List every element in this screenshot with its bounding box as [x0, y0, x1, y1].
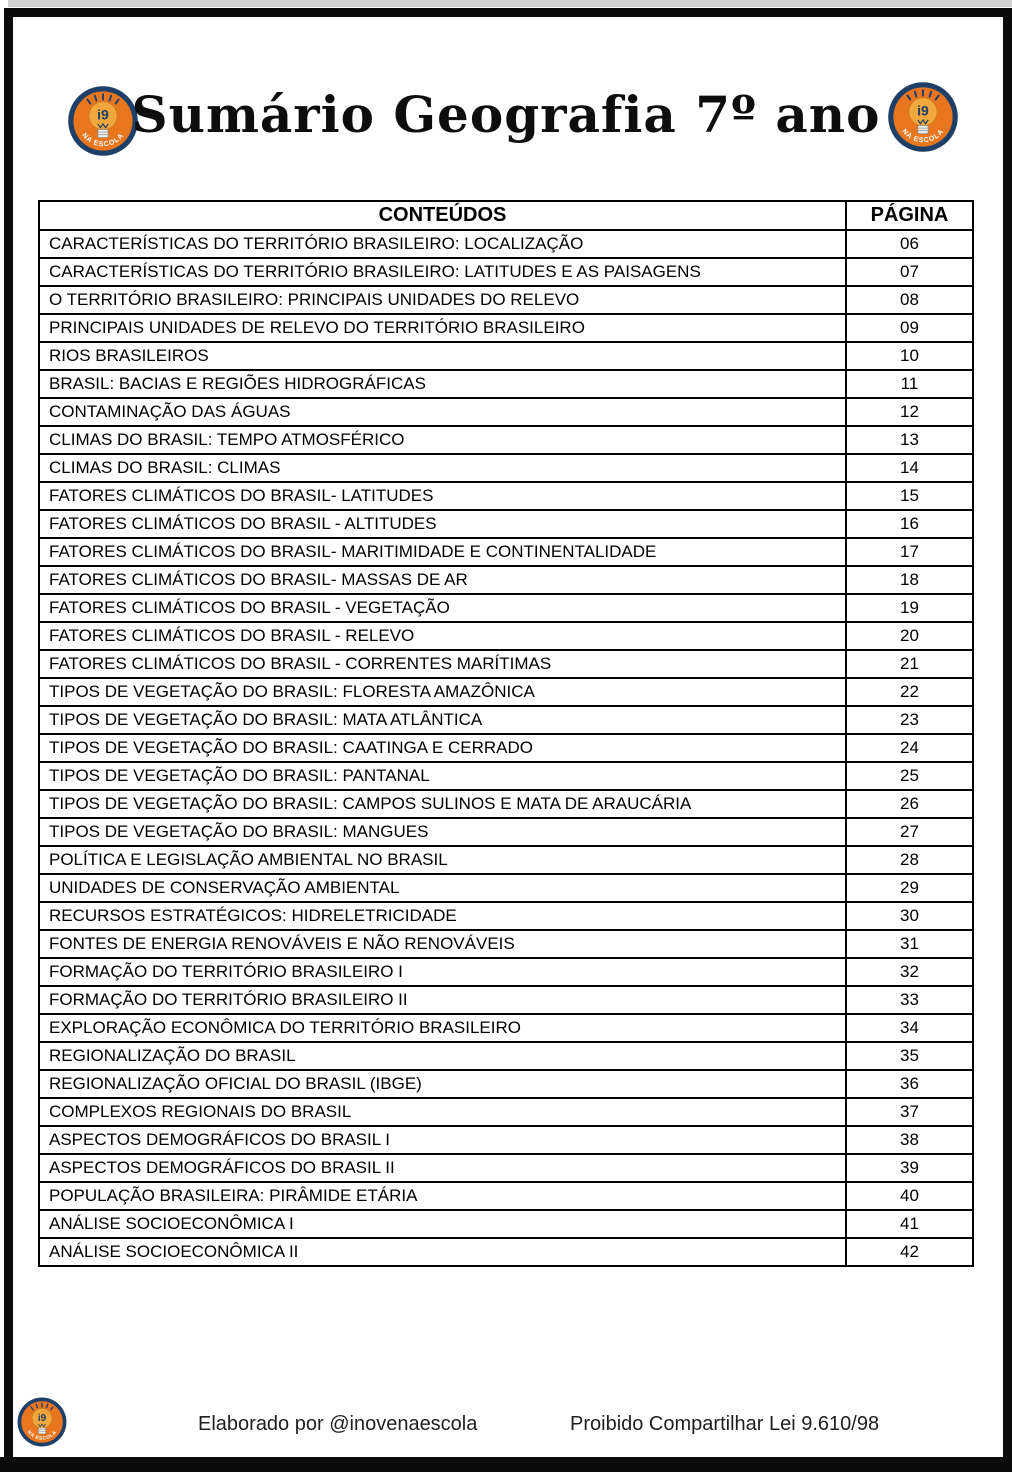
page-border-bottom [0, 1457, 1012, 1472]
table-row [39, 930, 973, 958]
toc-item-page: 33 [846, 986, 973, 1014]
toc-item-title: FATORES CLIMÁTICOS DO BRASIL - RELEVO [39, 622, 846, 650]
toc-item-page: 36 [846, 1070, 973, 1098]
toc-header-contents: CONTEÚDOS [39, 201, 846, 230]
toc-item-page: 40 [846, 1182, 973, 1210]
toc-item-page: 14 [846, 454, 973, 482]
toc-item-page: 28 [846, 846, 973, 874]
toc-item-page: 23 [846, 706, 973, 734]
toc-item-title: FATORES CLIMÁTICOS DO BRASIL - CORRENTES MARÍTIMAS [39, 650, 846, 678]
toc-item-page: 34 [846, 1014, 973, 1042]
table-row [39, 1014, 973, 1042]
table-row [39, 454, 973, 482]
table-row [39, 818, 973, 846]
toc-item-title: FORMAÇÃO DO TERRITÓRIO BRASILEIRO II [39, 986, 846, 1014]
toc-item-title: REGIONALIZAÇÃO DO BRASIL [39, 1042, 846, 1070]
toc-item-page: 21 [846, 650, 973, 678]
toc-header-page: PÁGINA [846, 201, 973, 230]
toc-item-page: 29 [846, 874, 973, 902]
toc-item-title: FATORES CLIMÁTICOS DO BRASIL- MASSAS DE AR [39, 566, 846, 594]
table-row [39, 958, 973, 986]
toc-item-title: UNIDADES DE CONSERVAÇÃO AMBIENTAL [39, 874, 846, 902]
toc-item-title: POLÍTICA E LEGISLAÇÃO AMBIENTAL NO BRASIL [39, 846, 846, 874]
table-row [39, 1182, 973, 1210]
toc-item-page: 19 [846, 594, 973, 622]
toc-item-page: 12 [846, 398, 973, 426]
table-row [39, 622, 973, 650]
table-row [39, 1154, 973, 1182]
toc-item-page: 13 [846, 426, 973, 454]
toc-item-page: 26 [846, 790, 973, 818]
toc-item-page: 16 [846, 510, 973, 538]
table-row [39, 762, 973, 790]
table-row [39, 1098, 973, 1126]
toc-item-title: TIPOS DE VEGETAÇÃO DO BRASIL: FLORESTA AMAZÔNICA [39, 678, 846, 706]
toc-item-title: O TERRITÓRIO BRASILEIRO: PRINCIPAIS UNIDADES DO RELEVO [39, 286, 846, 314]
toc-item-page: 39 [846, 1154, 973, 1182]
toc-item-title: CARACTERÍSTICAS DO TERRITÓRIO BRASILEIRO: LOCALIZAÇÃO [39, 230, 846, 258]
toc-item-title: EXPLORAÇÃO ECONÔMICA DO TERRITÓRIO BRASILEIRO [39, 1014, 846, 1042]
toc-body [39, 230, 973, 1266]
footer-credit: Elaborado por @inovenaescola [198, 1413, 478, 1435]
toc-item-page: 20 [846, 622, 973, 650]
table-row [39, 790, 973, 818]
table-row [39, 258, 973, 286]
toc-item-title: CARACTERÍSTICAS DO TERRITÓRIO BRASILEIRO: LATITUDES E AS PAISAGENS [39, 258, 846, 286]
toc-item-page: 37 [846, 1098, 973, 1126]
toc-item-title: FORMAÇÃO DO TERRITÓRIO BRASILEIRO I [39, 958, 846, 986]
table-row [39, 846, 973, 874]
table-row [39, 1042, 973, 1070]
toc-item-page: 10 [846, 342, 973, 370]
table-row [39, 706, 973, 734]
table-row [39, 566, 973, 594]
toc-item-title: FATORES CLIMÁTICOS DO BRASIL - VEGETAÇÃO [39, 594, 846, 622]
toc-item-title: CLIMAS DO BRASIL: TEMPO ATMOSFÉRICO [39, 426, 846, 454]
toc-item-title: ANÁLISE SOCIOECONÔMICA I [39, 1210, 846, 1238]
toc-item-title: COMPLEXOS REGIONAIS DO BRASIL [39, 1098, 846, 1126]
toc-item-title: REGIONALIZAÇÃO OFICIAL DO BRASIL (IBGE) [39, 1070, 846, 1098]
toc-item-page: 09 [846, 314, 973, 342]
toc-item-page: 24 [846, 734, 973, 762]
toc-item-page: 07 [846, 258, 973, 286]
toc-item-title: TIPOS DE VEGETAÇÃO DO BRASIL: MATA ATLÂNTICA [39, 706, 846, 734]
table-row [39, 510, 973, 538]
toc-item-page: 08 [846, 286, 973, 314]
toc-table [38, 200, 974, 1267]
toc-item-page: 06 [846, 230, 973, 258]
toc-item-page: 30 [846, 902, 973, 930]
table-row [39, 678, 973, 706]
table-row [39, 1238, 973, 1266]
table-row [39, 370, 973, 398]
toc-item-title: TIPOS DE VEGETAÇÃO DO BRASIL: MANGUES [39, 818, 846, 846]
toc-item-page: 38 [846, 1126, 973, 1154]
toc-item-page: 11 [846, 370, 973, 398]
table-row [39, 398, 973, 426]
i9-school-badge-icon [16, 1396, 68, 1448]
table-row [39, 650, 973, 678]
toc-item-title: FONTES DE ENERGIA RENOVÁVEIS E NÃO RENOVÁVEIS [39, 930, 846, 958]
toc-item-title: CLIMAS DO BRASIL: CLIMAS [39, 454, 846, 482]
i9-school-badge-icon [886, 80, 960, 154]
toc-item-title: ASPECTOS DEMOGRÁFICOS DO BRASIL I [39, 1126, 846, 1154]
toc-header-row [39, 201, 973, 230]
toc-item-title: TIPOS DE VEGETAÇÃO DO BRASIL: CAATINGA E CERRADO [39, 734, 846, 762]
toc-item-page: 41 [846, 1210, 973, 1238]
toc-item-page: 22 [846, 678, 973, 706]
toc-item-page: 42 [846, 1238, 973, 1266]
toc-item-title: POPULAÇÃO BRASILEIRA: PIRÂMIDE ETÁRIA [39, 1182, 846, 1210]
toc-item-page: 32 [846, 958, 973, 986]
badge-banner-text: NA ESCOLA [900, 127, 946, 145]
page-top-edge [8, 0, 1012, 7]
table-row [39, 482, 973, 510]
toc-item-title: RIOS BRASILEIROS [39, 342, 846, 370]
toc-item-page: 15 [846, 482, 973, 510]
toc-item-title: RECURSOS ESTRATÉGICOS: HIDRELETRICIDADE [39, 902, 846, 930]
toc-item-page: 31 [846, 930, 973, 958]
i9-text: i9 [97, 106, 109, 123]
table-row [39, 1210, 973, 1238]
table-row [39, 342, 973, 370]
toc-item-title: ASPECTOS DEMOGRÁFICOS DO BRASIL II [39, 1154, 846, 1182]
table-row [39, 1070, 973, 1098]
table-row [39, 594, 973, 622]
toc-item-page: 18 [846, 566, 973, 594]
toc-item-title: FATORES CLIMÁTICOS DO BRASIL- MARITIMIDADE E CONTINENTALIDADE [39, 538, 846, 566]
toc-item-title: BRASIL: BACIAS E REGIÕES HIDROGRÁFICAS [39, 370, 846, 398]
toc-item-title: FATORES CLIMÁTICOS DO BRASIL - ALTITUDES [39, 510, 846, 538]
i9-text: i9 [37, 1412, 47, 1424]
table-row [39, 902, 973, 930]
toc-item-title: PRINCIPAIS UNIDADES DE RELEVO DO TERRITÓRIO BRASILEIRO [39, 314, 846, 342]
table-row [39, 314, 973, 342]
toc-item-title: FATORES CLIMÁTICOS DO BRASIL- LATITUDES [39, 482, 846, 510]
footer-notice: Proibido Compartilhar Lei 9.610/98 [570, 1413, 880, 1435]
table-row [39, 986, 973, 1014]
toc-item-page: 17 [846, 538, 973, 566]
table-row [39, 230, 973, 258]
table-row [39, 286, 973, 314]
toc-item-title: CONTAMINAÇÃO DAS ÁGUAS [39, 398, 846, 426]
toc-item-page: 25 [846, 762, 973, 790]
table-row [39, 426, 973, 454]
badge-banner-text: NA ESCOLA [80, 131, 126, 149]
table-row [39, 538, 973, 566]
toc-item-title: ANÁLISE SOCIOECONÔMICA II [39, 1238, 846, 1266]
table-row [39, 1126, 973, 1154]
table-row [39, 734, 973, 762]
badge-banner-text: NA ESCOLA [25, 1430, 59, 1442]
toc-item-title: TIPOS DE VEGETAÇÃO DO BRASIL: PANTANAL [39, 762, 846, 790]
table-row [39, 874, 973, 902]
toc-item-page: 35 [846, 1042, 973, 1070]
toc-item-title: TIPOS DE VEGETAÇÃO DO BRASIL: CAMPOS SULINOS E MATA DE ARAUCÁRIA [39, 790, 846, 818]
toc-item-page: 27 [846, 818, 973, 846]
i9-text: i9 [917, 102, 929, 119]
page-title: Sumário Geografia 7º ano [131, 85, 881, 144]
